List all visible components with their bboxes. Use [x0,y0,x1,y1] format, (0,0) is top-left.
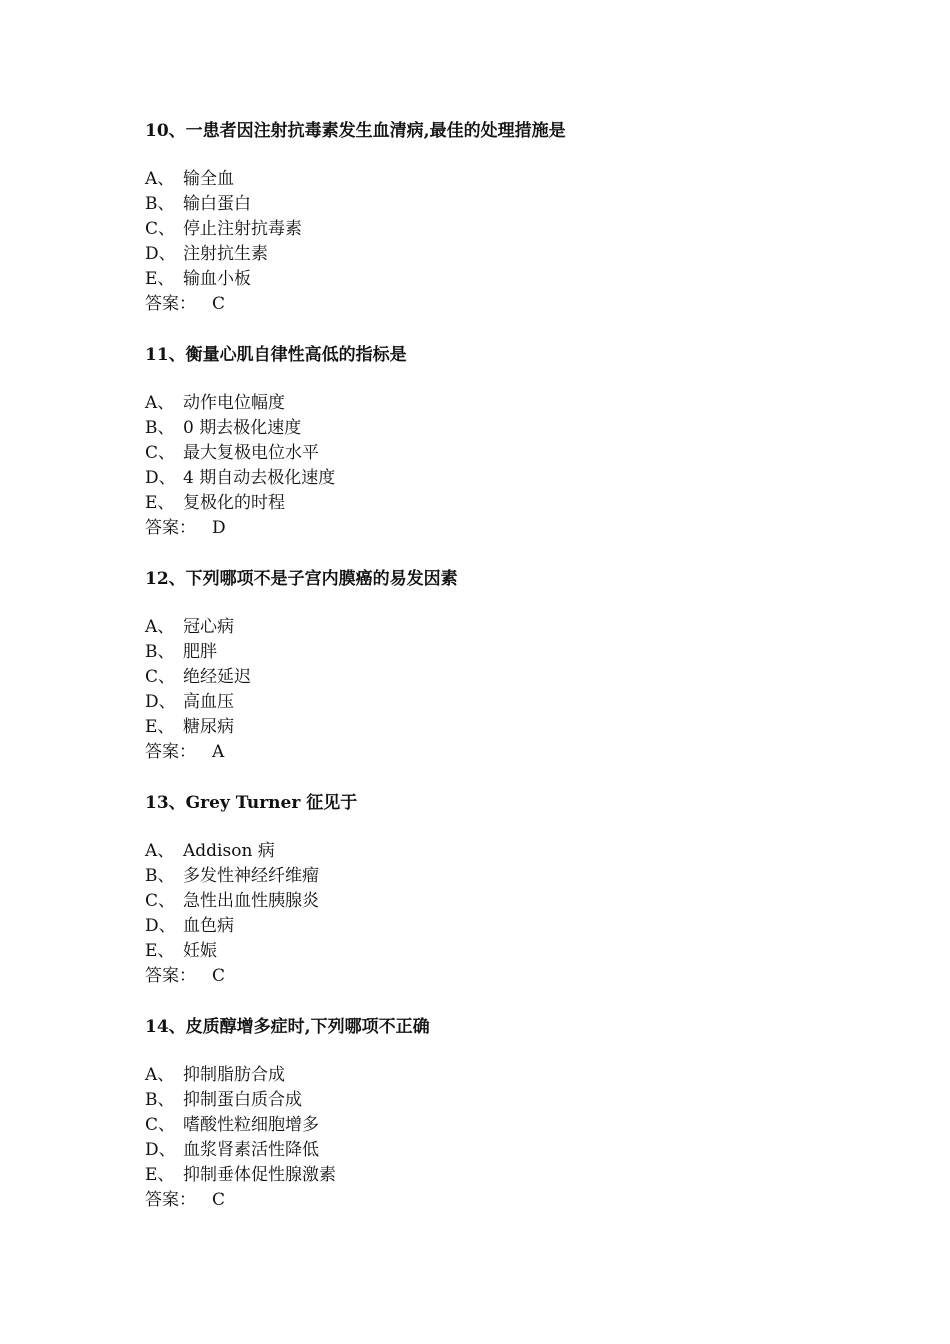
option-text: 抑制垂体促性腺激素 [183,1165,336,1185]
option-text: 抑制脂肪合成 [183,1065,285,1085]
option-text: 停止注射抗毒素 [183,219,302,239]
option-label: E、 [145,717,175,737]
option-text: 绝经延迟 [183,667,251,687]
question-10 [145,119,845,317]
question-title: 12、下列哪项不是子宫内膜癌的易发因素 [145,569,458,589]
option-b [145,416,845,441]
question-title: 10、一患者因注射抗毒素发生血清病,最佳的处理措施是 [145,121,566,141]
answer-value: C [212,1190,226,1210]
option-label: D、 [145,916,176,936]
option-text: 糖尿病 [183,717,234,737]
answer-value: C [212,294,226,314]
question-14 [145,1015,845,1213]
option-text: 注射抗生素 [183,244,268,264]
option-text: 4 期自动去极化速度 [183,468,336,488]
answer-value: C [212,966,226,986]
option-label: D、 [145,692,176,712]
option-text: 高血压 [183,692,234,712]
answer-value: D [212,518,226,538]
option-c [145,1113,845,1138]
option-text: 急性出血性胰腺炎 [183,891,319,911]
option-c [145,665,845,690]
option-label: D、 [145,244,176,264]
option-e [145,491,845,516]
option-c [145,217,845,242]
answer-value: A [212,742,225,762]
answer-line [145,964,845,989]
question-11 [145,343,845,541]
option-d [145,1138,845,1163]
answer-line [145,292,845,317]
option-text: 输白蛋白 [183,194,251,214]
answer-label: 答案： [145,742,196,762]
option-label: E、 [145,493,175,513]
option-label: B、 [145,866,175,886]
option-e [145,715,845,740]
question-12 [145,567,845,765]
option-b [145,1088,845,1113]
option-label: D、 [145,468,176,488]
option-d [145,914,845,939]
option-text: 嗜酸性粒细胞增多 [183,1115,319,1135]
option-a [145,1063,845,1088]
answer-label: 答案： [145,1190,196,1210]
option-text: 妊娠 [183,941,217,961]
answer-label: 答案： [145,966,196,986]
option-label: E、 [145,1165,175,1185]
option-e [145,1163,845,1188]
option-d [145,242,845,267]
option-label: A、 [145,617,175,637]
option-label: C、 [145,667,176,687]
option-text: 输血小板 [183,269,251,289]
option-text: 输全血 [183,169,234,189]
option-b [145,864,845,889]
option-text: 0 期去极化速度 [183,418,302,438]
option-label: A、 [145,1065,175,1085]
option-text: 冠心病 [183,617,234,637]
option-a [145,391,845,416]
option-label: E、 [145,941,175,961]
option-label: B、 [145,194,175,214]
option-text: 抑制蛋白质合成 [183,1090,302,1110]
option-label: B、 [145,642,175,662]
answer-label: 答案： [145,294,196,314]
option-text: 血浆肾素活性降低 [183,1140,319,1160]
option-label: C、 [145,891,176,911]
option-label: C、 [145,443,176,463]
option-label: C、 [145,219,176,239]
answer-line [145,740,845,765]
option-e [145,939,845,964]
option-a [145,615,845,640]
option-text: 多发性神经纤维瘤 [183,866,319,886]
answer-label: 答案： [145,518,196,538]
question-13 [145,791,845,989]
option-a [145,167,845,192]
option-label: A、 [145,841,175,861]
option-text: 复极化的时程 [183,493,285,513]
option-b [145,640,845,665]
answer-line [145,516,845,541]
option-label: A、 [145,169,175,189]
question-title: 13、Grey Turner 征见于 [145,793,358,813]
option-a [145,839,845,864]
option-e [145,267,845,292]
answer-line [145,1188,845,1213]
option-label: C、 [145,1115,176,1135]
option-d [145,466,845,491]
option-label: D、 [145,1140,176,1160]
option-text: 最大复极电位水平 [183,443,319,463]
option-c [145,441,845,466]
option-c [145,889,845,914]
option-label: B、 [145,418,175,438]
option-text: 动作电位幅度 [183,393,285,413]
option-label: E、 [145,269,175,289]
option-text: 肥胖 [183,642,217,662]
option-d [145,690,845,715]
option-label: B、 [145,1090,175,1110]
question-title: 11、衡量心肌自律性高低的指标是 [145,345,407,365]
option-text: 血色病 [183,916,234,936]
question-title: 14、皮质醇增多症时,下列哪项不正确 [145,1017,430,1037]
option-text: Addison 病 [183,841,275,861]
option-b [145,192,845,217]
option-label: A、 [145,393,175,413]
